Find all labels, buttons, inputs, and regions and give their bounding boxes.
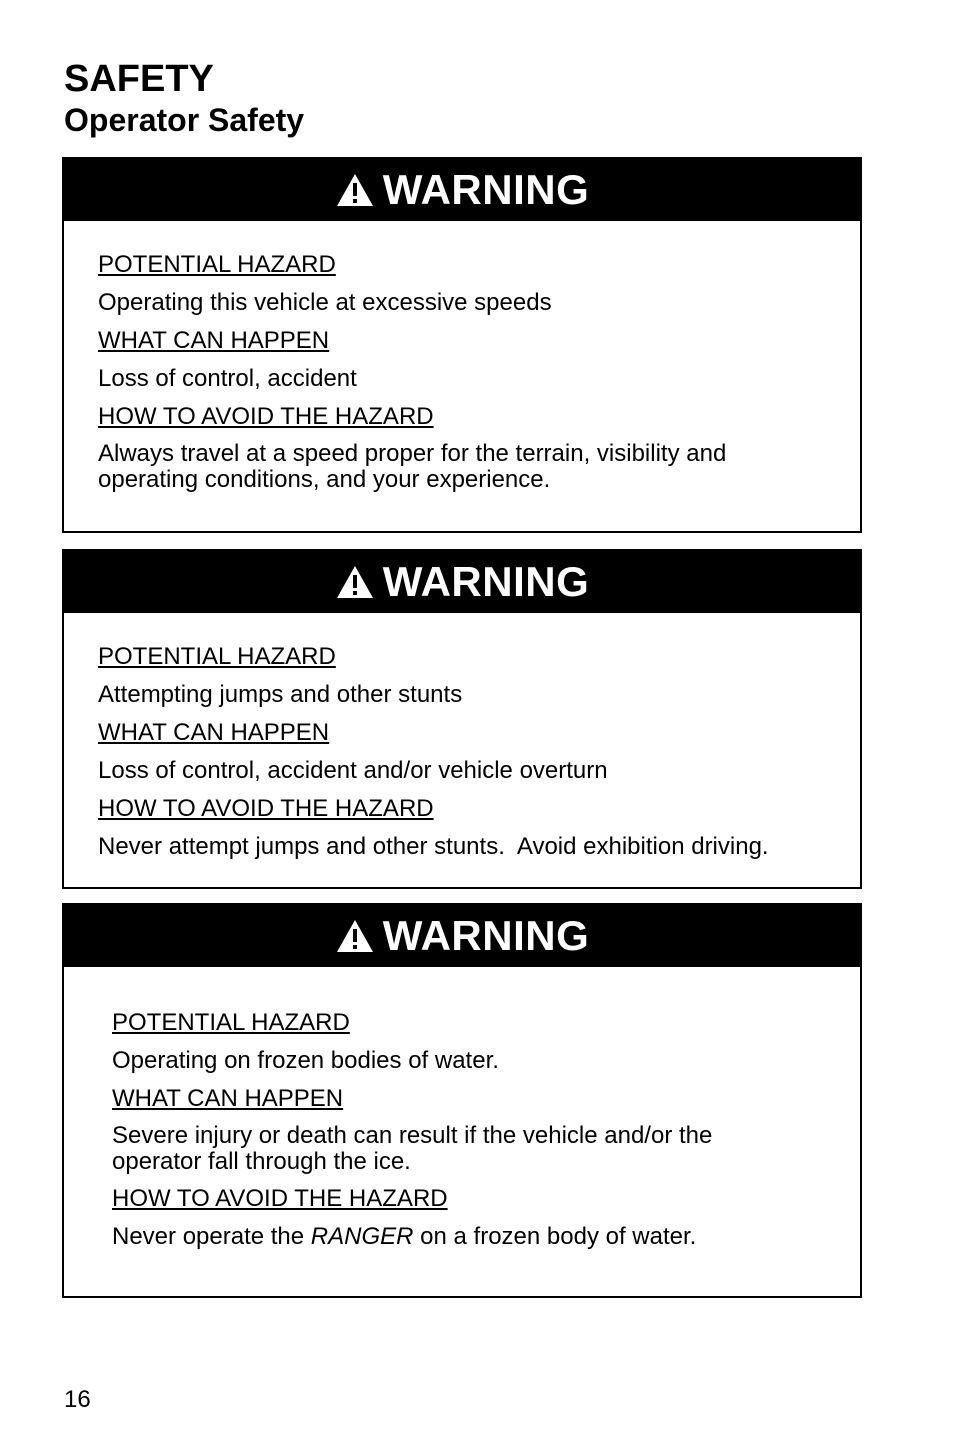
potential-hazard-text: Attempting jumps and other stunts [98,681,463,708]
warning-triangle-icon [335,918,375,954]
warning-banner-label: WARNING [382,558,590,605]
potential-hazard-label: POTENTIAL HAZARD [98,251,336,278]
how-to-avoid-label: HOW TO AVOID THE HAZARD [98,795,434,822]
what-can-happen-text: Severe injury or death can result if the vehicle and/or the operator fall through the ice. [112,1122,713,1175]
warning-triangle-icon [335,564,375,600]
how-to-avoid-label: HOW TO AVOID THE HAZARD [112,1185,448,1212]
what-can-happen-label: WHAT CAN HAPPEN [98,719,330,746]
how-to-avoid-suffix: on a frozen body of water. [413,1223,697,1250]
how-to-avoid-text: Always travel at a speed proper for the terrain, visibility and operating conditions, and your experience. [98,440,727,493]
potential-hazard-label: POTENTIAL HAZARD [112,1009,350,1036]
what-can-happen-label: WHAT CAN HAPPEN [98,327,330,354]
warning-banner-label: WARNING [382,912,590,959]
warning-box-speed [62,157,862,533]
what-can-happen-label: WHAT CAN HAPPEN [112,1085,344,1112]
how-to-avoid-text [112,1223,830,1251]
product-name: RANGER [310,1223,414,1250]
potential-hazard-label: POTENTIAL HAZARD [98,643,336,670]
warning-banner-label: WARNING [382,166,590,213]
potential-hazard-text: Operating on frozen bodies of water. [112,1047,499,1074]
warning-box-stunts [62,549,862,889]
how-to-avoid-label: HOW TO AVOID THE HAZARD [98,403,434,430]
what-can-happen-text: Loss of control, accident and/or vehicle overturn [98,757,608,784]
warning-triangle-icon [335,172,375,208]
warning-banner [64,159,860,221]
warning-banner [64,905,860,967]
how-to-avoid-prefix: Never operate the [112,1223,311,1250]
potential-hazard-text: Operating this vehicle at excessive speeds [98,289,552,316]
warning-content [112,1009,830,1261]
warning-banner [64,551,860,613]
warning-box-frozen-water [62,903,862,1298]
how-to-avoid-text: Never attempt jumps and other stunts. Avoid exhibition driving. [98,833,769,860]
page-number: 16 [64,1386,91,1413]
section-title: SAFETY [64,58,214,100]
subsection-title: Operator Safety [64,102,305,138]
warning-content [98,251,830,503]
warning-content [98,643,830,871]
what-can-happen-text: Loss of control, accident [98,365,357,392]
